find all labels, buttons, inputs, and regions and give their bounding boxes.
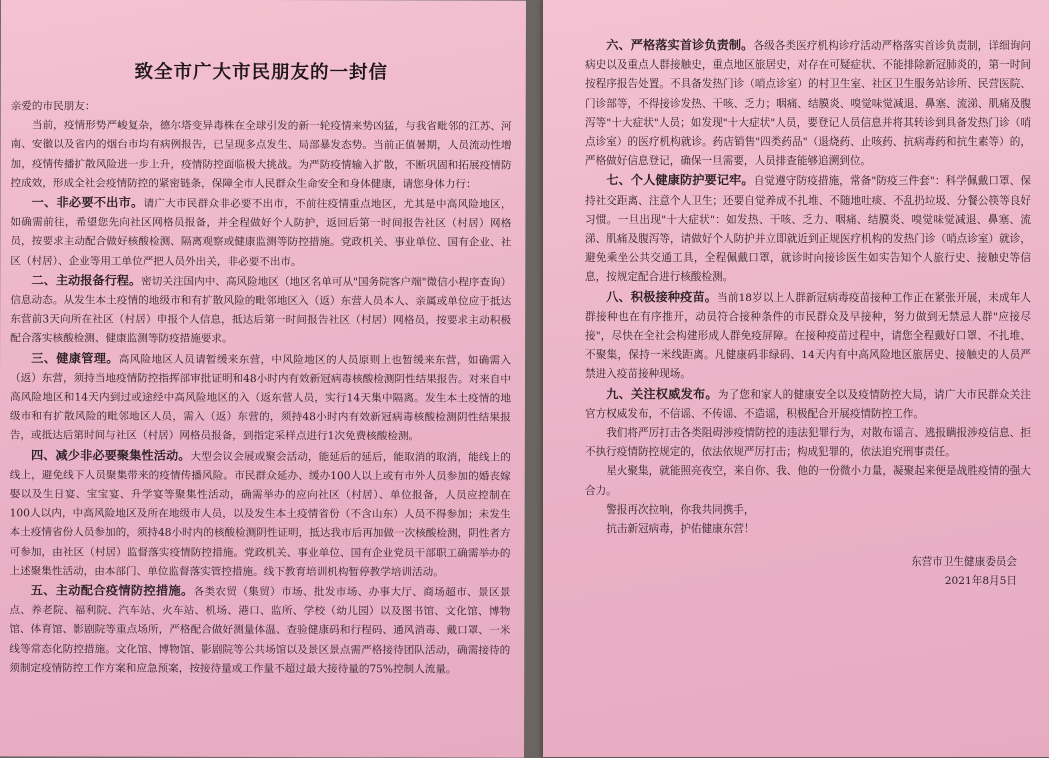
closing-slogan: 警报再次拉响，你我共同携手， <box>606 503 755 516</box>
section-9 <box>585 385 1031 424</box>
section-3-heading: 三、健康管理。 <box>31 351 119 366</box>
section-9-heading: 九、关注权威发布。 <box>606 386 718 401</box>
section-8-heading: 八、积极接种疫苗。 <box>606 289 718 304</box>
section-5 <box>9 581 510 679</box>
section-4 <box>9 446 510 583</box>
closing-slogan: 抗击新冠病毒，护佑健康东营！ <box>606 523 755 536</box>
section-7-heading: 七、个人健康防护要记牢。 <box>606 173 754 188</box>
section-7 <box>585 171 1031 287</box>
signature-org: 东营市卫生健康委员会 <box>911 556 1017 569</box>
closing-paragraph: 我们将严厉打击各类阻碍涉疫情防控的违法犯罪行为，对散布谣言、逃报瞒报涉疫信息、拒不执行疫情防控规定的，依法依规严厉打击；构成犯罪的，依法追究刑事责任。 <box>585 427 1031 459</box>
letter-title: 致全市广大市民朋友的一封信 <box>134 61 389 84</box>
section-5-body: 各类农贸（集贸）市场、批发市场、办事大厅、商场超市、景区景点、养老院、福利院、汽车站、火车站、机场、港口、监所、学校（幼儿园）以及图书馆、文化馆、博物馆、体育馆、影剧院等重点场所，严格配合做好测量体温、查验健康码和行程码、通风消毒、戴口罩、一米线等常态化防控措施。文化馆、博物馆、影剧院等公共场馆以及景区景点需严格接待团队活动，确需接待的须制定疫情防控工作方案和应急预案，按接待量或工作量不超过最大接待量的75%控制人流量。 <box>9 585 511 676</box>
section-6 <box>585 36 1031 171</box>
section-7-body: 自觉遵守防疫措施，常备"防疫三件套"：科学佩戴口罩、保持社交距离、注意个人卫生；还要自觉养成不扎堆、不随地吐痰、不乱扔垃圾、分餐公筷等良好习惯。一旦出现"十大症状"：如发热、干咳、乏力、咽痛、结膜炎、嗅觉味觉减退、鼻塞、流涕、肌痛及腹泻等，请做好个人防护并立即就近到正规医疗机构的发热门诊（哨点诊室）就诊，避免乘坐公共交通工具，全程佩戴口罩，就诊时向接诊医生如实告知个人旅行史、接触史等信息，按规定配合进行核酸检测。 <box>585 175 1032 284</box>
section-5-heading: 五、主动配合疫情防控措施。 <box>30 583 194 598</box>
section-1-body: 请广大市民群众非必要不出市，不前往疫情重点地区，尤其是中高风险地区，如确需前往，希望您先向社区网格员报备，并全程做好个人防护，返回后第一时间报告社区（村居）网格员，按要求主动配合做好核酸检测、隔离观察或健康监测等防控措施。党政机关、事业单位、国有企业、社区（村居）、企业等用工单位严把人员外出关，非必要不出市。 <box>10 197 512 268</box>
section-2-body: 密切关注国内中、高风险地区（地区名单可从"国务院客户端"微信小程序查询）信息动态。从发生本土疫情的地级市和有扩散风险的毗邻地区入（返）东营人员本人、亲属或单位应于抵达东营前3天向所在社区（村居）申报个人信息，抵达后第一时间报告社区（村居）网格员，按要求主动积极配合落实核酸检测、健康监测等防疫措施要求。 <box>10 275 512 346</box>
section-2 <box>10 271 511 350</box>
section-3-body: 高风险地区人员请暂缓来东营，中风险地区的人员原则上也暂缓来东营，如确需入（返）东营，须持当地疫情防控指挥部审批证明和48小时内有效新冠病毒核酸检测阴性结果报告。对来自中高风险地区和14天内到过或途经中高风险地区的入（返东营人员，实行14天集中隔离。发生本土疫情的地级市和有扩散风险的毗邻地区人员，需入（返）东营的，须持48小时内有效新冠病毒核酸检测阴性结果报告，或抵达后第时间与社区（村居）网格员报备，到指定采样点进行1次免费核酸检测。 <box>9 353 512 443</box>
intro-paragraph: 当前，疫情形势严峻复杂，德尔塔变异毒株在全球引发的新一轮疫情来势凶猛，与我省毗邻的江苏、河南、安徽以及省内的烟台市均有病例报告，已呈现多点发生、局部暴发态势。当前正值暑期，人员流动性增加，疫情传播扩散风险进一步上升，疫情防控面临极大挑战。为严防疫情输入扩散，不断巩固和拓展疫情防控成效，形成全社会疫情防控的紧密链条，保障全市人民群众生命安全和身体健康，请您身体力行： <box>10 119 512 191</box>
closing-paragraph: 星火聚集，就能照亮夜空，来自你、我、他的一份微小力量，凝聚起来便是战胜疫情的强大合力。 <box>585 465 1031 497</box>
section-2-heading: 二、主动报备行程。 <box>31 273 142 288</box>
section-1 <box>10 193 511 272</box>
section-4-body: 大型会议会展或聚会活动，能延后的延后，能取消的取消，能线上的线上，避免线下人员聚集带来的疫情传播风险。市民群众延办、缓办100人以上或有市外人员参加的婚丧嫁娶以及生日宴、宝宝宴、升学宴等聚集性活动，确需举办的应向社区（村居）、单位报备，人员应控制在100人以内，中高风险地区及所在地级市人员，以及发生本土疫情省份（不含山东）人员不得参加；未发生本土疫情省份人员参加的，须持48小时内的核酸检测阴性证明，抵达我市后再加做一次核酸检测，阴性者方可参加，由社区（村居）监督落实疫情防控措施。党政机关、事业单位、国有企业党员干部职工确需举办的上述聚集性活动，由本部门、单位监督落实管控措施。线下教育培训机构暂停教学培训活动。 <box>9 450 511 579</box>
section-6-body: 各级各类医疗机构诊疗活动严格落实首诊负责制，详细询问病史以及重点人群接触史，重点地区旅居史，对存在可疑症状、不能排除新冠肺炎的，第一时间按程序报告处置。不具备发热门诊（哨点诊室）的村卫生室、社区卫生服务站诊所、民营医院、门诊部等，不得接诊发热、干咳、乏力；咽痛、结膜炎、嗅觉味觉减退、鼻塞、流涕、肌痛及腹泻等"十大症状"人员；如发现"十大症状"人员，要登记人员信息并将其转诊到具备发热门诊（哨点诊室）的医疗机构就诊。药店销售"四类药品"（退烧药、止咳药、抗病毒药和抗生素等）的，严格做好信息登记，确保一旦需要，人员排查能够追溯到位。 <box>585 40 1031 168</box>
section-4-heading: 四、减少非必要聚集性活动。 <box>30 448 191 463</box>
section-6-heading: 六、严格落实首诊负责制。 <box>606 38 754 52</box>
section-9-body: 为了您和家人的健康安全以及疫情防控大局，请广大市民群众关注官方权威发布，不信谣、不传谣、不造谣，积极配合开展疫情防控工作。 <box>585 388 1032 420</box>
section-1-heading: 一、非必要不出市。 <box>31 195 144 210</box>
section-3 <box>10 349 511 447</box>
greeting: 亲爱的市民朋友： <box>10 100 96 113</box>
section-8 <box>585 288 1031 385</box>
letter-page-right <box>543 0 1049 757</box>
section-8-body: 当前18岁以上人群新冠病毒疫苗接种工作正在紧张开展，未成年人群接种也在有序推开，动员符合接种条件的市民群众及早接种，努力做到无禁忌人群"应接尽接"，尽快在全社会构建形成人群免疫屏障。在接种疫苗过程中，请您全程戴好口罩、不扎堆、不聚集，保持一米线距离。凡健康码非绿码、14天内有中高风险地区旅居史、接触史的人员严禁进入疫苗接种现场。 <box>585 291 1032 381</box>
signature-date: 2021年8月5日 <box>944 575 1017 588</box>
signature-block <box>585 553 1031 591</box>
